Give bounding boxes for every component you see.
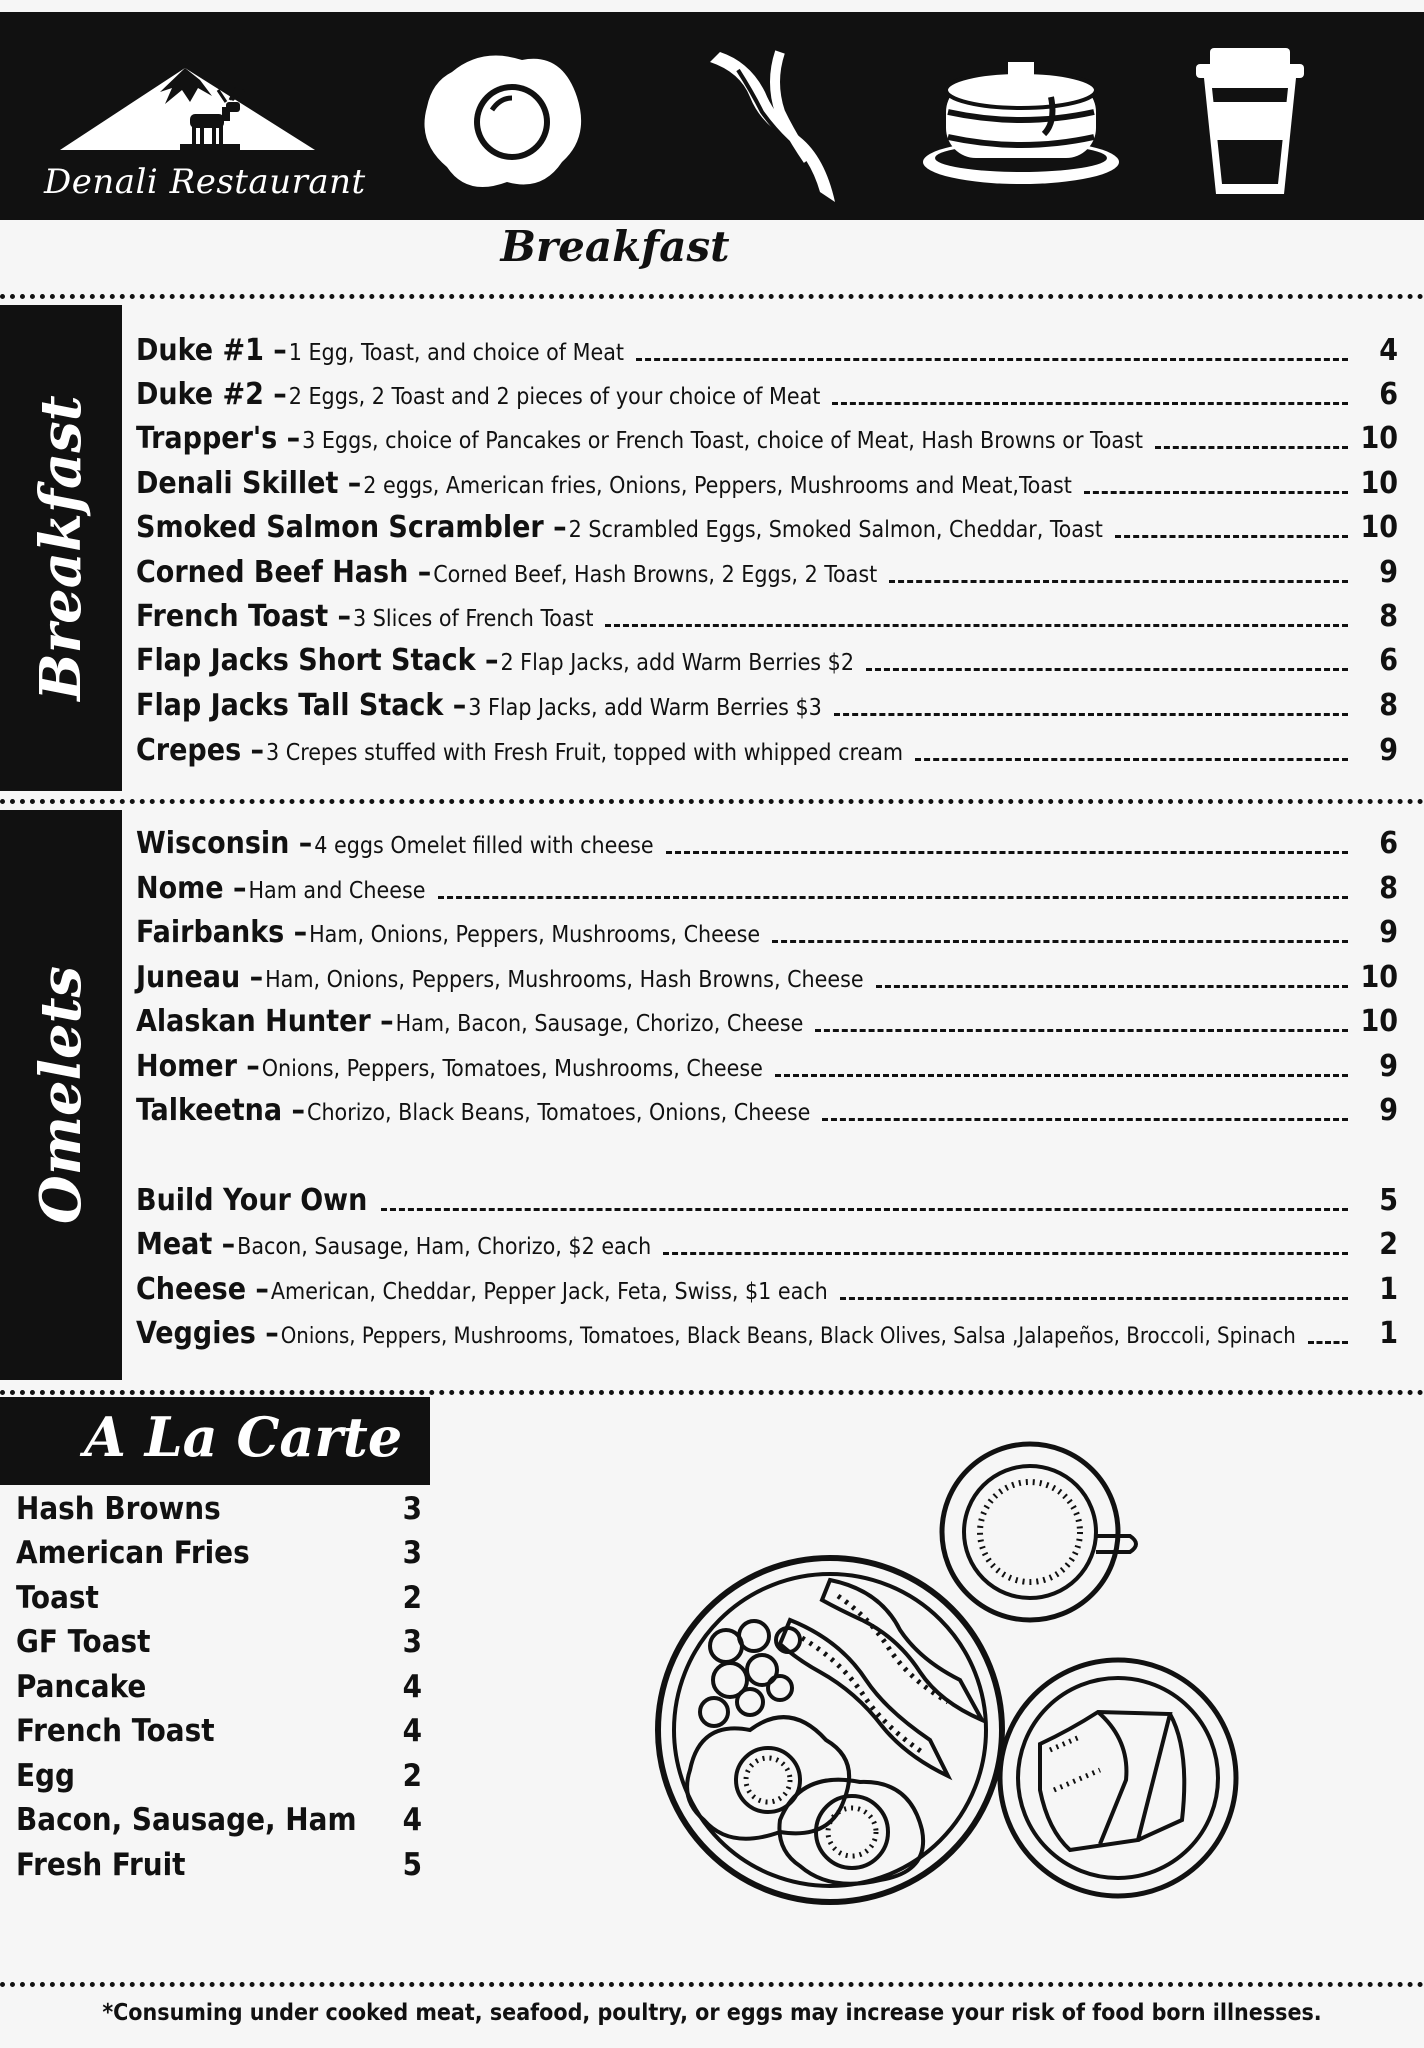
menu-item [136,599,1398,643]
item-price: 5 [402,1847,422,1883]
item-price: 9 [1379,733,1398,768]
item-name: French Toast [16,1713,215,1749]
menu-item [136,826,1398,870]
item-price: 2 [402,1580,422,1616]
menu-item [136,688,1398,732]
item-price: 8 [1379,871,1398,906]
item-desc: Ham, Onions, Peppers, Mushrooms, Hash Browns, Cheese [265,967,864,993]
breakfast-side-label: Breakfast [28,395,94,701]
item-price: 8 [1379,688,1398,723]
menu-item [136,1272,1398,1316]
a-la-carte-title: A La Carte [84,1405,403,1469]
item-price: 6 [1379,643,1398,678]
leader-line [840,1297,1348,1300]
page-title: Breakfast [500,222,730,271]
a-la-carte-item [16,1491,422,1535]
item-desc: 2 Eggs, 2 Toast and 2 pieces of your choice of Meat [288,384,821,410]
menu-item [136,1049,1398,1093]
item-desc: Ham and Cheese [248,878,426,904]
item-price: 10 [1360,466,1398,501]
a-la-carte-item [16,1713,422,1757]
item-price: 4 [402,1713,422,1749]
item-price: 10 [1360,1004,1398,1039]
item-price: 6 [1379,826,1398,861]
item-name: Bacon, Sausage, Ham [16,1802,357,1838]
item-desc: 1 Egg, Toast, and choice of Meat [288,340,625,366]
item-name: Talkeetna – [136,1093,305,1128]
leader-line [775,1074,1348,1077]
item-price: 4 [402,1669,422,1705]
menu-item [136,643,1398,687]
fried-egg-icon [412,42,592,202]
item-name: Homer – [136,1049,260,1084]
leader-line [1084,491,1348,494]
item-desc: 2 Flap Jacks, add Warm Berries $2 [500,650,854,676]
item-price: 2 [402,1758,422,1794]
item-price: 8 [1379,599,1398,634]
item-desc: 2 eggs, American fries, Onions, Peppers, Mushrooms and Meat,Toast [363,473,1072,499]
menu-item [136,1093,1398,1137]
leader-line [636,358,1348,361]
item-desc: Chorizo, Black Beans, Tomatoes, Onions, Cheese [306,1100,811,1126]
coffee-cup-icon [1190,42,1310,202]
item-name: GF Toast [16,1624,151,1660]
leader-line [889,580,1348,583]
menu-item [136,1183,1398,1227]
item-price: 4 [402,1802,422,1838]
restaurant-name: Denali Restaurant [44,162,366,202]
item-desc: 3 Flap Jacks, add Warm Berries $3 [468,695,822,721]
item-name: Corned Beef Hash – [136,555,432,590]
item-price: 6 [1379,377,1398,412]
menu-item [136,555,1398,599]
footer-disclaimer: *Consuming under cooked meat, seafood, poultry, or eggs may increase your risk of food born illnesses. [102,2000,1322,2026]
menu-item [136,871,1398,915]
menu-item [136,960,1398,1004]
item-desc: 4 eggs Omelet filled with cheese [314,833,654,859]
item-desc: Ham, Onions, Peppers, Mushrooms, Cheese [309,922,761,948]
item-name: Fairbanks – [136,915,308,950]
item-name: Flap Jacks Tall Stack – [136,688,467,723]
item-price: 2 [1379,1227,1398,1262]
a-la-carte-item [16,1758,422,1802]
item-price: 3 [402,1535,422,1571]
item-desc: 3 Eggs, choice of Pancakes or French Toast, choice of Meat, Hash Browns or Toast [302,428,1143,454]
leader-line [438,896,1349,899]
item-name: Trapper's – [136,421,301,456]
item-name: French Toast – [136,599,352,634]
a-la-carte-item [16,1669,422,1713]
item-name: Duke #2 – [136,377,287,412]
item-name: Wisconsin – [136,826,313,861]
leader-line [866,668,1348,671]
item-name: Cheese – [136,1272,269,1307]
item-price: 4 [1379,333,1398,368]
item-price: 10 [1360,510,1398,545]
a-la-carte-item [16,1535,422,1579]
a-la-carte-item [16,1847,422,1891]
menu-item [136,510,1398,554]
omelets-side-label: Omelets [28,966,94,1224]
item-desc: 3 Crepes stuffed with Fresh Fruit, topped with whipped cream [266,740,904,766]
item-name: Nome – [136,871,247,906]
item-name: Fresh Fruit [16,1847,186,1883]
a-la-carte-item [16,1580,422,1624]
item-price: 9 [1379,1049,1398,1084]
leader-line [666,851,1348,854]
item-desc: Onions, Peppers, Tomatoes, Mushrooms, Cheese [261,1056,763,1082]
item-desc: Bacon, Sausage, Ham, Chorizo, $2 each [237,1234,652,1260]
item-name: Meat – [136,1227,236,1262]
item-name: Duke #1 – [136,333,287,368]
a-la-carte-item [16,1802,422,1846]
menu-item [136,1004,1398,1048]
item-desc: American, Cheddar, Pepper Jack, Feta, Swiss, $1 each [270,1279,828,1305]
item-name: Egg [16,1758,75,1794]
item-name: Alaskan Hunter – [136,1004,394,1039]
a-la-carte-item [16,1624,422,1668]
item-desc: Onions, Peppers, Mushrooms, Tomatoes, Black Beans, Black Olives, Salsa ,Jalapeños, Broccoli, Spinach [280,1324,1296,1349]
leader-line [815,1029,1348,1032]
dotted-divider [0,1982,1424,1987]
item-price: 1 [1379,1316,1398,1351]
leader-line [876,985,1348,988]
item-price: 1 [1379,1272,1398,1307]
menu-item [136,333,1398,377]
item-price: 10 [1360,960,1398,995]
item-name: Toast [16,1580,99,1616]
menu-item [136,1227,1398,1271]
menu-item [136,1316,1398,1360]
breakfast-side-tab [0,305,122,791]
header-bar [0,12,1424,220]
item-desc: Ham, Bacon, Sausage, Chorizo, Cheese [395,1011,804,1037]
item-price: 9 [1379,1093,1398,1128]
item-price: 10 [1360,421,1398,456]
menu-item [136,733,1398,777]
a-la-carte-title-box [0,1397,430,1485]
leader-line [822,1118,1348,1121]
item-desc: Corned Beef, Hash Browns, 2 Eggs, 2 Toast [433,562,878,588]
leader-line [381,1208,1348,1211]
item-price: 3 [402,1491,422,1527]
item-desc: 3 Slices of French Toast [353,606,594,632]
breakfast-plate-illustration [630,1440,1250,1910]
leader-line [663,1252,1348,1255]
dotted-divider [0,294,1424,299]
leader-line [834,713,1348,716]
dotted-divider [0,1390,1424,1395]
leader-line [832,402,1348,405]
bacon-icon [690,42,850,212]
leader-line [772,940,1348,943]
leader-line [1115,535,1348,538]
item-price: 3 [402,1624,422,1660]
leader-line [1308,1341,1348,1344]
item-name: Veggies – [136,1316,279,1351]
leader-line [1155,446,1348,449]
dotted-divider [0,799,1424,804]
item-desc: 2 Scrambled Eggs, Smoked Salmon, Cheddar, Toast [568,517,1103,543]
pancakes-icon [916,42,1126,192]
item-price: 9 [1379,915,1398,950]
item-price: 5 [1379,1183,1398,1218]
item-name: Build Your Own [136,1183,368,1218]
menu-item [136,377,1398,421]
item-name: American Fries [16,1535,250,1571]
item-name: Crepes – [136,733,265,768]
item-name: Juneau – [136,960,264,995]
leader-line [605,624,1348,627]
menu-item [136,421,1398,465]
item-price: 9 [1379,555,1398,590]
item-name: Smoked Salmon Scrambler – [136,510,567,545]
item-name: Pancake [16,1669,147,1705]
item-name: Denali Skillet – [136,466,362,501]
item-name: Flap Jacks Short Stack – [136,643,499,678]
leader-line [915,758,1348,761]
menu-item [136,466,1398,510]
item-name: Hash Browns [16,1491,221,1527]
omelets-side-tab [0,810,122,1380]
menu-item [136,915,1398,959]
